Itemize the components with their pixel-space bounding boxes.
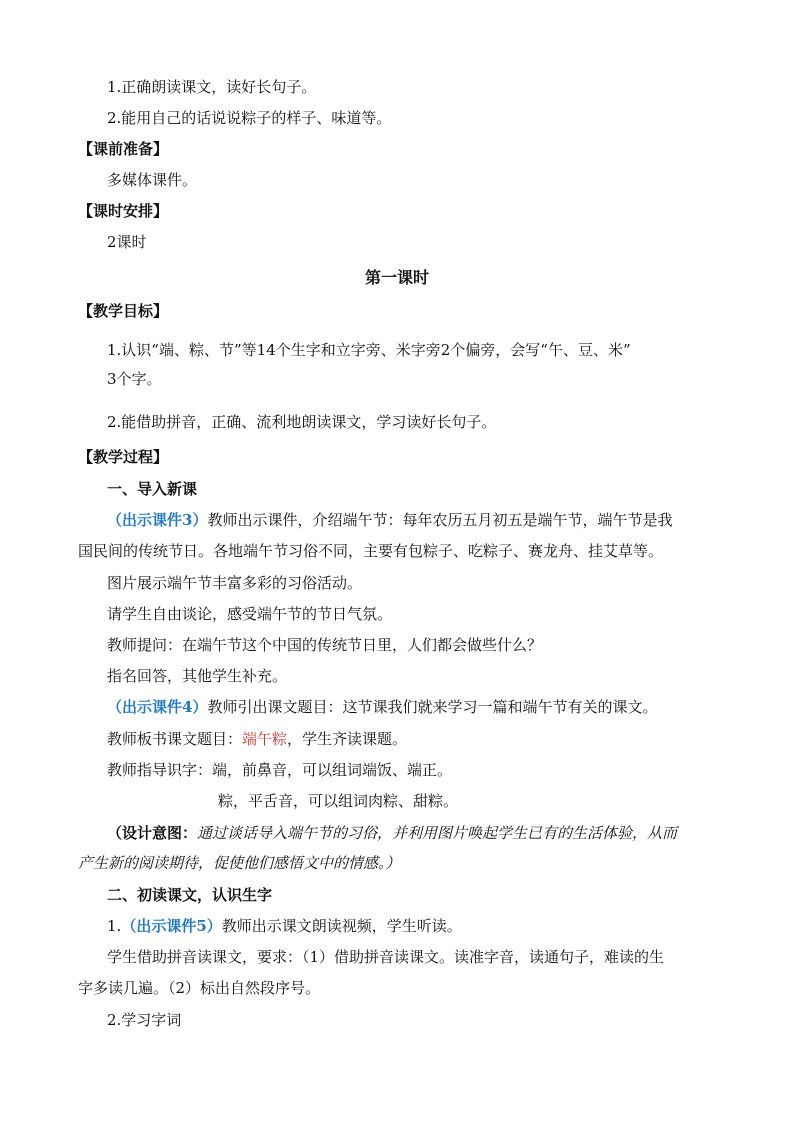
design-intent-line-a	[107, 823, 677, 843]
para-8: 教师指导识字：端，前鼻音，可以组词端饭、端正。	[107, 761, 453, 779]
para-6-text: 教师引出课文题目：这节课我们就来学习一篇和端午节有关的课文。	[207, 698, 658, 716]
design-intent-label: （设计意图：	[107, 824, 198, 842]
heading-goals: 【教学目标】	[78, 302, 169, 320]
heading-preparation: 【课前准备】	[78, 140, 169, 158]
courseware-tag-4: （出示课件4）	[107, 698, 208, 716]
para-12: 2.学习字词	[107, 1011, 182, 1029]
courseware-tag-3: （出示课件3）	[107, 511, 208, 529]
heading-schedule: 【课时安排】	[78, 202, 169, 220]
section-1-heading: 一、导入新课	[107, 480, 198, 498]
design-intent-line-b: 产生新的阅读期待，促使他们感悟文中的情感。）	[78, 854, 401, 872]
para-10-number: 1.	[107, 917, 122, 935]
para-10-text: 教师出示课文朗读视频，学生听读。	[221, 917, 462, 935]
para-11-line-a: 学生借助拼音读课文，要求：（1）借助拼音读课文。读准字音，读通句子，难读的生	[107, 948, 665, 966]
para-7-text-a: 教师板书课文题目：	[107, 730, 243, 748]
para-2: 图片展示端午节丰富多彩的习俗活动。	[107, 574, 363, 592]
para-1-line-b: 国民间的传统节日。各地端午节习俗不同，主要有包粽子、吃粽子、赛龙舟、挂艾草等。	[78, 542, 664, 560]
goal-1-line-a: 1.认识“端、粽、节”等14个生字和立字旁、米字旁2个偏旁，会写“午、豆、米”	[107, 341, 631, 359]
para-4: 教师提问：在端午节这个中国的传统节日里，人们都会做些什么？	[107, 636, 543, 654]
goal-line-1: 1.正确朗读课文，读好长句子。	[107, 78, 317, 96]
courseware-tag-5: （出示课件5）	[121, 917, 222, 935]
para-6	[107, 697, 657, 717]
para-1-text-a: 教师出示课件，介绍端午节：每年农历五月初五是端午节，端午节是我	[207, 511, 673, 529]
para-3: 请学生自由谈论，感受端午节的节日气氛。	[107, 605, 393, 623]
lesson-title-inline: 端午粽	[242, 730, 288, 748]
para-11-line-b: 字多读几遍。（2）标出自然段序号。	[78, 979, 321, 997]
para-1-line-a	[107, 510, 672, 530]
lesson-title: 第一课时	[364, 268, 429, 287]
design-intent-text-a: 通过谈话导入端午节的习俗，并利用图片唤起学生已有的生活体验，从而	[197, 824, 678, 842]
schedule-text: 2课时	[107, 233, 147, 251]
preparation-text: 多媒体课件。	[107, 171, 198, 189]
para-7	[107, 729, 407, 749]
goal-2: 2.能借助拼音，正确、流利地朗读课文，学习读好长句子。	[107, 413, 497, 431]
para-7-text-b: ，学生齐读课题。	[287, 730, 408, 748]
section-2-heading: 二、初读课文，认识生字	[107, 886, 273, 904]
heading-process: 【教学过程】	[78, 448, 169, 466]
goal-1-line-b: 3个字。	[107, 370, 162, 388]
para-5: 指名回答，其他学生补充。	[107, 667, 288, 685]
goal-line-2: 2.能用自己的话说说粽子的样子、味道等。	[107, 109, 392, 127]
para-10	[107, 916, 462, 936]
para-9: 粽，平舌音，可以组词肉粽、甜粽。	[218, 792, 459, 810]
